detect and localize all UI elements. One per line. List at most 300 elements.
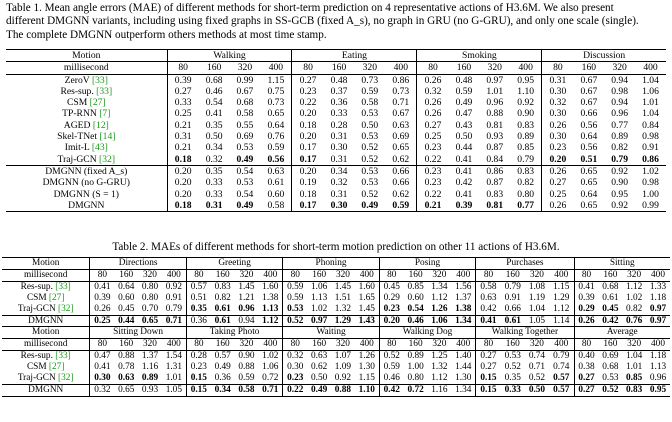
method-label: ZeroV [64, 74, 90, 86]
value-cell: 0.78 [118, 362, 135, 373]
time-header: 80 [574, 339, 598, 351]
value-cell: 0.25 [417, 131, 449, 142]
value-cell: 0.52 [379, 351, 403, 362]
citation: [33] [55, 351, 71, 362]
value-cell: 0.42 [476, 304, 501, 315]
value-cell: 0.27 [574, 373, 598, 384]
value-cell: 0.80 [141, 281, 159, 292]
time-header: 320 [622, 339, 646, 351]
time-header: 160 [307, 339, 331, 351]
method-label: TP-RNN [62, 108, 97, 120]
motion-header: Motion [2, 258, 90, 270]
value-cell: 0.71 [258, 384, 282, 396]
millisecond-header: millisecond [6, 62, 167, 74]
value-cell: 0.58 [361, 97, 379, 109]
value-cell: 0.63 [392, 119, 410, 131]
value-cell: 0.58 [235, 384, 259, 396]
value-cell: 1.56 [455, 281, 472, 292]
value-cell: 0.91 [165, 292, 182, 303]
value-cell: 0.61 [211, 315, 235, 327]
value-cell: 0.32 [283, 351, 307, 362]
value-cell: 0.68 [236, 97, 254, 109]
value-cell: 0.83 [486, 188, 504, 200]
value-cell: 0.30 [90, 373, 114, 384]
action-header: Taking Photo [186, 327, 282, 339]
value-cell: 1.05 [525, 315, 549, 327]
value-cell: 1.01 [642, 97, 659, 109]
time-header: 320 [235, 339, 259, 351]
action-header: Discussion [542, 50, 666, 62]
citation: [33] [55, 281, 71, 292]
value-cell: 0.17 [292, 142, 324, 153]
value-cell: 0.79 [553, 351, 570, 362]
value-cell: 0.32 [542, 97, 574, 108]
value-cell: 0.96 [611, 108, 629, 120]
time-header: 160 [501, 269, 525, 281]
time-header: 160 [211, 339, 235, 351]
value-cell: 0.27 [167, 86, 199, 97]
method-name [6, 97, 167, 108]
value-cell: 0.27 [417, 120, 449, 131]
value-cell: 1.13 [258, 304, 282, 315]
value-cell: 0.31 [542, 74, 574, 86]
value-cell: 1.18 [649, 292, 667, 303]
value-cell: 0.52 [283, 315, 307, 327]
time-header: 400 [451, 269, 475, 281]
value-cell: 1.00 [642, 188, 659, 200]
value-cell: 0.18 [167, 200, 199, 212]
time-header: 400 [260, 62, 292, 74]
time-header: 400 [258, 339, 282, 351]
method-label: Imit-L [64, 142, 90, 154]
value-cell: 0.64 [580, 131, 598, 143]
value-cell: 1.06 [428, 315, 452, 327]
value-cell: 0.39 [90, 293, 114, 304]
value-cell: 0.32 [90, 384, 114, 396]
table2-caption: Table 2. MAEs of different methods for short-term motion prediction on other 11 actions of H3.6M. [112, 241, 560, 253]
table-row [6, 165, 666, 177]
action-header: Waiting [283, 327, 379, 339]
value-cell: 1.31 [165, 362, 182, 373]
time-header: 400 [258, 269, 282, 281]
millisecond-header: millisecond [2, 269, 90, 281]
time-header: 160 [599, 269, 623, 281]
value-cell: 0.65 [138, 315, 162, 327]
method-name [6, 108, 167, 119]
method-name [2, 373, 90, 384]
value-cell: 0.65 [580, 177, 598, 189]
header-row-motion [2, 258, 670, 270]
time-header: 320 [331, 269, 355, 281]
value-cell: 1.16 [428, 384, 452, 396]
value-cell: 1.00 [407, 362, 424, 373]
value-cell: 0.20 [379, 315, 403, 327]
value-cell: 0.98 [642, 131, 659, 143]
table-row [2, 351, 670, 362]
value-cell: 0.83 [622, 384, 646, 396]
value-cell: 0.89 [611, 131, 629, 143]
value-cell: 1.02 [262, 351, 279, 362]
value-cell: 0.64 [118, 281, 135, 292]
method-name [6, 131, 167, 142]
value-cell: 0.60 [118, 292, 135, 303]
value-cell: 0.23 [417, 165, 449, 177]
value-cell: 1.26 [358, 351, 375, 362]
value-cell: 0.25 [167, 108, 199, 119]
method-label: DMGNN (no G-GRU) [42, 177, 130, 189]
value-cell: 0.66 [392, 177, 410, 189]
time-header: 400 [451, 339, 475, 351]
time-header: 80 [417, 62, 449, 74]
time-header: 80 [167, 62, 199, 74]
action-header: Average [574, 327, 670, 339]
header-row-motion [6, 50, 666, 62]
method-label: DMGNN [28, 315, 64, 326]
time-header: 320 [428, 269, 452, 281]
value-cell: 1.07 [334, 351, 352, 362]
value-cell: 0.30 [324, 200, 355, 212]
value-cell: 0.62 [392, 188, 410, 200]
value-cell: 0.56 [580, 119, 598, 131]
value-cell: 1.12 [625, 281, 643, 292]
value-cell: 0.56 [580, 142, 598, 154]
value-cell: 0.82 [611, 142, 629, 154]
value-cell: 1.51 [334, 292, 352, 303]
value-cell: 0.69 [602, 351, 619, 362]
value-cell: 0.88 [238, 362, 255, 373]
value-cell: 0.53 [361, 131, 379, 143]
table-row [6, 189, 666, 200]
value-cell: 0.31 [199, 200, 230, 212]
value-cell: 0.41 [455, 165, 473, 177]
table2 [2, 257, 670, 397]
value-cell: 0.71 [162, 315, 186, 327]
value-cell: 0.59 [385, 200, 417, 212]
citation: [14] [99, 131, 116, 143]
value-cell: 1.04 [525, 304, 549, 315]
time-header: 160 [114, 339, 138, 351]
value-cell: 0.27 [542, 177, 574, 188]
time-header: 400 [162, 339, 186, 351]
value-cell: 0.80 [141, 292, 159, 303]
value-cell: 0.81 [479, 200, 510, 212]
value-cell: 0.41 [574, 281, 598, 292]
time-header: 160 [114, 269, 138, 281]
time-header: 320 [525, 339, 549, 351]
value-cell: 0.42 [379, 384, 403, 396]
value-cell: 0.89 [138, 373, 162, 384]
value-cell: 1.38 [451, 304, 475, 315]
citation: [32] [99, 153, 116, 165]
action-header: Walking Dog [379, 327, 475, 339]
value-cell: 0.92 [165, 281, 182, 292]
value-cell: 0.96 [486, 97, 504, 109]
value-cell: 0.26 [417, 108, 449, 119]
value-cell: 0.84 [642, 119, 659, 131]
value-cell: 0.72 [404, 384, 428, 396]
value-cell: 0.57 [186, 281, 210, 292]
value-cell: 0.36 [186, 315, 210, 327]
value-cell: 1.45 [334, 281, 352, 292]
value-cell: 0.47 [455, 108, 473, 120]
value-cell: 0.86 [392, 74, 410, 86]
value-cell: 0.19 [292, 177, 324, 188]
value-cell: 0.59 [283, 293, 307, 304]
value-cell: 0.22 [292, 97, 324, 108]
value-cell: 0.69 [236, 131, 254, 143]
value-cell: 0.50 [361, 119, 379, 131]
action-header: Posing [379, 258, 475, 270]
value-cell: 0.68 [205, 74, 223, 86]
value-cell: 0.75 [267, 85, 285, 97]
time-header: 80 [379, 269, 403, 281]
time-header: 160 [199, 62, 230, 74]
value-cell: 0.79 [504, 281, 521, 292]
value-cell: 1.05 [162, 384, 186, 396]
time-header: 320 [138, 269, 162, 281]
value-cell: 0.89 [517, 131, 535, 143]
value-cell: 1.08 [528, 281, 546, 292]
time-header: 80 [292, 62, 324, 74]
value-cell: 0.59 [235, 373, 259, 384]
value-cell: 1.38 [262, 292, 279, 303]
time-header: 320 [138, 339, 162, 351]
value-cell: 0.66 [392, 165, 410, 177]
value-cell: 0.50 [525, 384, 549, 396]
value-cell: 0.73 [267, 97, 285, 109]
action-header: Sitting [574, 258, 670, 270]
citation: [33] [96, 85, 113, 97]
table-row [6, 200, 666, 212]
time-header: 400 [635, 62, 666, 74]
method-name [6, 120, 167, 131]
time-header: 160 [449, 62, 480, 74]
value-cell: 0.26 [574, 315, 598, 327]
value-cell: 0.23 [417, 142, 449, 153]
value-cell: 0.23 [379, 304, 403, 315]
method-name [6, 177, 167, 188]
value-cell: 1.13 [649, 362, 667, 373]
value-cell: 1.26 [428, 304, 452, 315]
value-cell: 0.67 [580, 85, 598, 97]
value-cell: 0.26 [90, 304, 114, 315]
time-header: 400 [646, 339, 670, 351]
value-cell: 0.98 [642, 177, 659, 189]
value-cell: 0.79 [604, 154, 635, 166]
value-cell: 0.95 [611, 188, 629, 200]
value-cell: 0.37 [330, 85, 348, 97]
method-name [6, 142, 167, 153]
value-cell: 0.84 [479, 154, 510, 166]
value-cell: 0.67 [580, 74, 598, 86]
value-cell: 0.35 [186, 304, 210, 315]
value-cell: 0.89 [407, 351, 424, 362]
value-cell: 1.37 [455, 292, 472, 303]
value-cell: 0.20 [167, 189, 199, 200]
value-cell: 0.28 [186, 351, 210, 362]
caption-line: Table 1. Mean angle errors (MAE) of different methods for short-term prediction on 4 representative actions of H3.6M. We also present [6, 2, 614, 14]
value-cell: 0.41 [205, 108, 223, 120]
value-cell: 0.31 [167, 131, 199, 142]
method-name [6, 154, 167, 166]
value-cell: 0.50 [455, 131, 473, 143]
time-header: 80 [186, 269, 210, 281]
value-cell: 1.15 [267, 74, 285, 86]
value-cell: 0.23 [417, 177, 449, 188]
value-cell: 0.85 [517, 142, 535, 154]
value-cell: 0.53 [361, 165, 379, 177]
value-cell: 0.53 [283, 304, 307, 315]
value-cell: 0.90 [611, 177, 629, 189]
value-cell: 0.77 [510, 200, 542, 212]
value-cell: 0.70 [138, 304, 162, 315]
table-row [6, 108, 666, 119]
value-cell: 0.76 [622, 315, 646, 327]
value-cell: 0.87 [486, 142, 504, 154]
value-cell: 0.54 [236, 165, 254, 177]
value-cell: 1.37 [141, 351, 159, 362]
method-name [2, 281, 90, 292]
value-cell: 0.83 [517, 165, 535, 177]
method-name [6, 86, 167, 97]
value-cell: 0.71 [528, 362, 546, 373]
value-cell: 0.93 [486, 131, 504, 143]
value-cell: 0.83 [214, 281, 231, 292]
value-cell: 0.46 [205, 85, 223, 97]
value-cell: 0.54 [236, 188, 254, 200]
value-cell: 0.86 [486, 165, 504, 177]
value-cell: 1.02 [642, 165, 659, 177]
value-cell: 0.58 [260, 200, 292, 212]
value-cell: 0.56 [260, 154, 292, 166]
value-cell: 0.80 [517, 188, 535, 200]
value-cell: 1.12 [549, 304, 574, 315]
method-label: Res-sup. [20, 281, 53, 292]
value-cell: 0.66 [580, 108, 598, 120]
value-cell: 1.04 [642, 74, 659, 86]
value-cell: 0.17 [292, 200, 324, 212]
method-label: CSM [26, 292, 47, 303]
value-cell: 0.17 [292, 154, 324, 166]
value-cell: 0.43 [455, 119, 473, 131]
value-cell: 1.21 [238, 292, 255, 303]
value-cell: 0.30 [542, 131, 574, 142]
value-cell: 0.77 [611, 119, 629, 131]
value-cell: 0.53 [236, 177, 254, 189]
method-label: Traj-GCN [17, 373, 56, 384]
value-cell: 1.16 [141, 362, 159, 373]
value-cell: 0.34 [205, 142, 223, 154]
value-cell: 0.92 [517, 97, 535, 109]
value-cell: 0.97 [307, 315, 331, 327]
table-row [6, 120, 666, 131]
value-cell: 0.51 [573, 154, 604, 166]
method-label: Traj-GCN [57, 153, 97, 165]
value-cell: 1.12 [431, 292, 448, 303]
method-label: CSM [66, 97, 88, 109]
value-cell: 0.42 [599, 315, 623, 327]
time-header: 320 [479, 62, 510, 74]
value-cell: 0.25 [90, 315, 114, 327]
value-cell: 0.58 [236, 108, 254, 120]
value-cell: 0.15 [476, 373, 501, 384]
value-cell: 0.49 [354, 200, 385, 212]
value-cell: 0.41 [455, 188, 473, 200]
value-cell: 1.04 [642, 108, 659, 120]
value-cell: 0.61 [211, 304, 235, 315]
value-cell: 0.94 [611, 97, 629, 109]
value-cell: 0.52 [525, 373, 549, 384]
value-cell: 0.94 [611, 74, 629, 86]
value-cell: 0.33 [330, 108, 348, 120]
time-header: 320 [428, 339, 452, 351]
value-cell: 0.68 [602, 362, 619, 373]
value-cell: 1.06 [311, 281, 328, 292]
value-cell: 0.53 [504, 351, 521, 362]
value-cell: 0.23 [186, 362, 210, 373]
value-cell: 0.62 [311, 362, 328, 373]
value-cell: 0.65 [573, 200, 604, 212]
value-cell: 0.44 [114, 315, 138, 327]
action-header: Smoking [417, 50, 542, 62]
time-header: 320 [604, 62, 635, 74]
value-cell: 0.22 [417, 154, 449, 166]
value-cell: 0.26 [417, 74, 449, 86]
value-cell: 0.59 [379, 362, 403, 373]
value-cell: 0.30 [330, 142, 348, 154]
value-cell: 0.26 [417, 97, 449, 108]
time-header: 80 [476, 269, 501, 281]
value-cell: 0.63 [476, 293, 501, 304]
value-cell: 1.30 [451, 373, 475, 384]
value-cell: 0.74 [528, 351, 546, 362]
value-cell: 1.04 [625, 351, 643, 362]
value-cell: 0.15 [186, 373, 210, 384]
value-cell: 0.53 [361, 108, 379, 120]
time-header: 320 [235, 269, 259, 281]
value-cell: 1.29 [331, 315, 355, 327]
value-cell: 1.01 [625, 362, 643, 373]
value-cell: 0.21 [167, 120, 199, 131]
time-header: 80 [283, 339, 307, 351]
time-header: 400 [549, 269, 574, 281]
value-cell: 0.52 [361, 188, 379, 200]
value-cell: 0.82 [214, 292, 231, 303]
value-cell: 0.67 [236, 85, 254, 97]
value-cell: 0.82 [517, 177, 535, 189]
value-cell: 0.53 [361, 177, 379, 189]
value-cell: 0.41 [90, 281, 114, 292]
header-row-ms [2, 339, 670, 351]
method-name [6, 165, 167, 177]
value-cell: 0.76 [267, 131, 285, 143]
value-cell: 1.29 [553, 292, 570, 303]
table1 [6, 49, 666, 212]
action-header: Walking [167, 50, 292, 62]
method-name [2, 304, 90, 315]
value-cell: 0.45 [114, 304, 138, 315]
value-cell: 0.48 [330, 74, 348, 86]
method-label: Traj-GCN [17, 303, 56, 314]
value-cell: 0.57 [214, 351, 231, 362]
value-cell: 0.88 [118, 351, 135, 362]
value-cell: 0.73 [361, 74, 379, 86]
value-cell: 0.54 [205, 97, 223, 109]
time-header: 400 [162, 269, 186, 281]
value-cell: 0.18 [292, 189, 324, 200]
value-cell: 0.50 [205, 131, 223, 143]
method-name [6, 200, 167, 212]
